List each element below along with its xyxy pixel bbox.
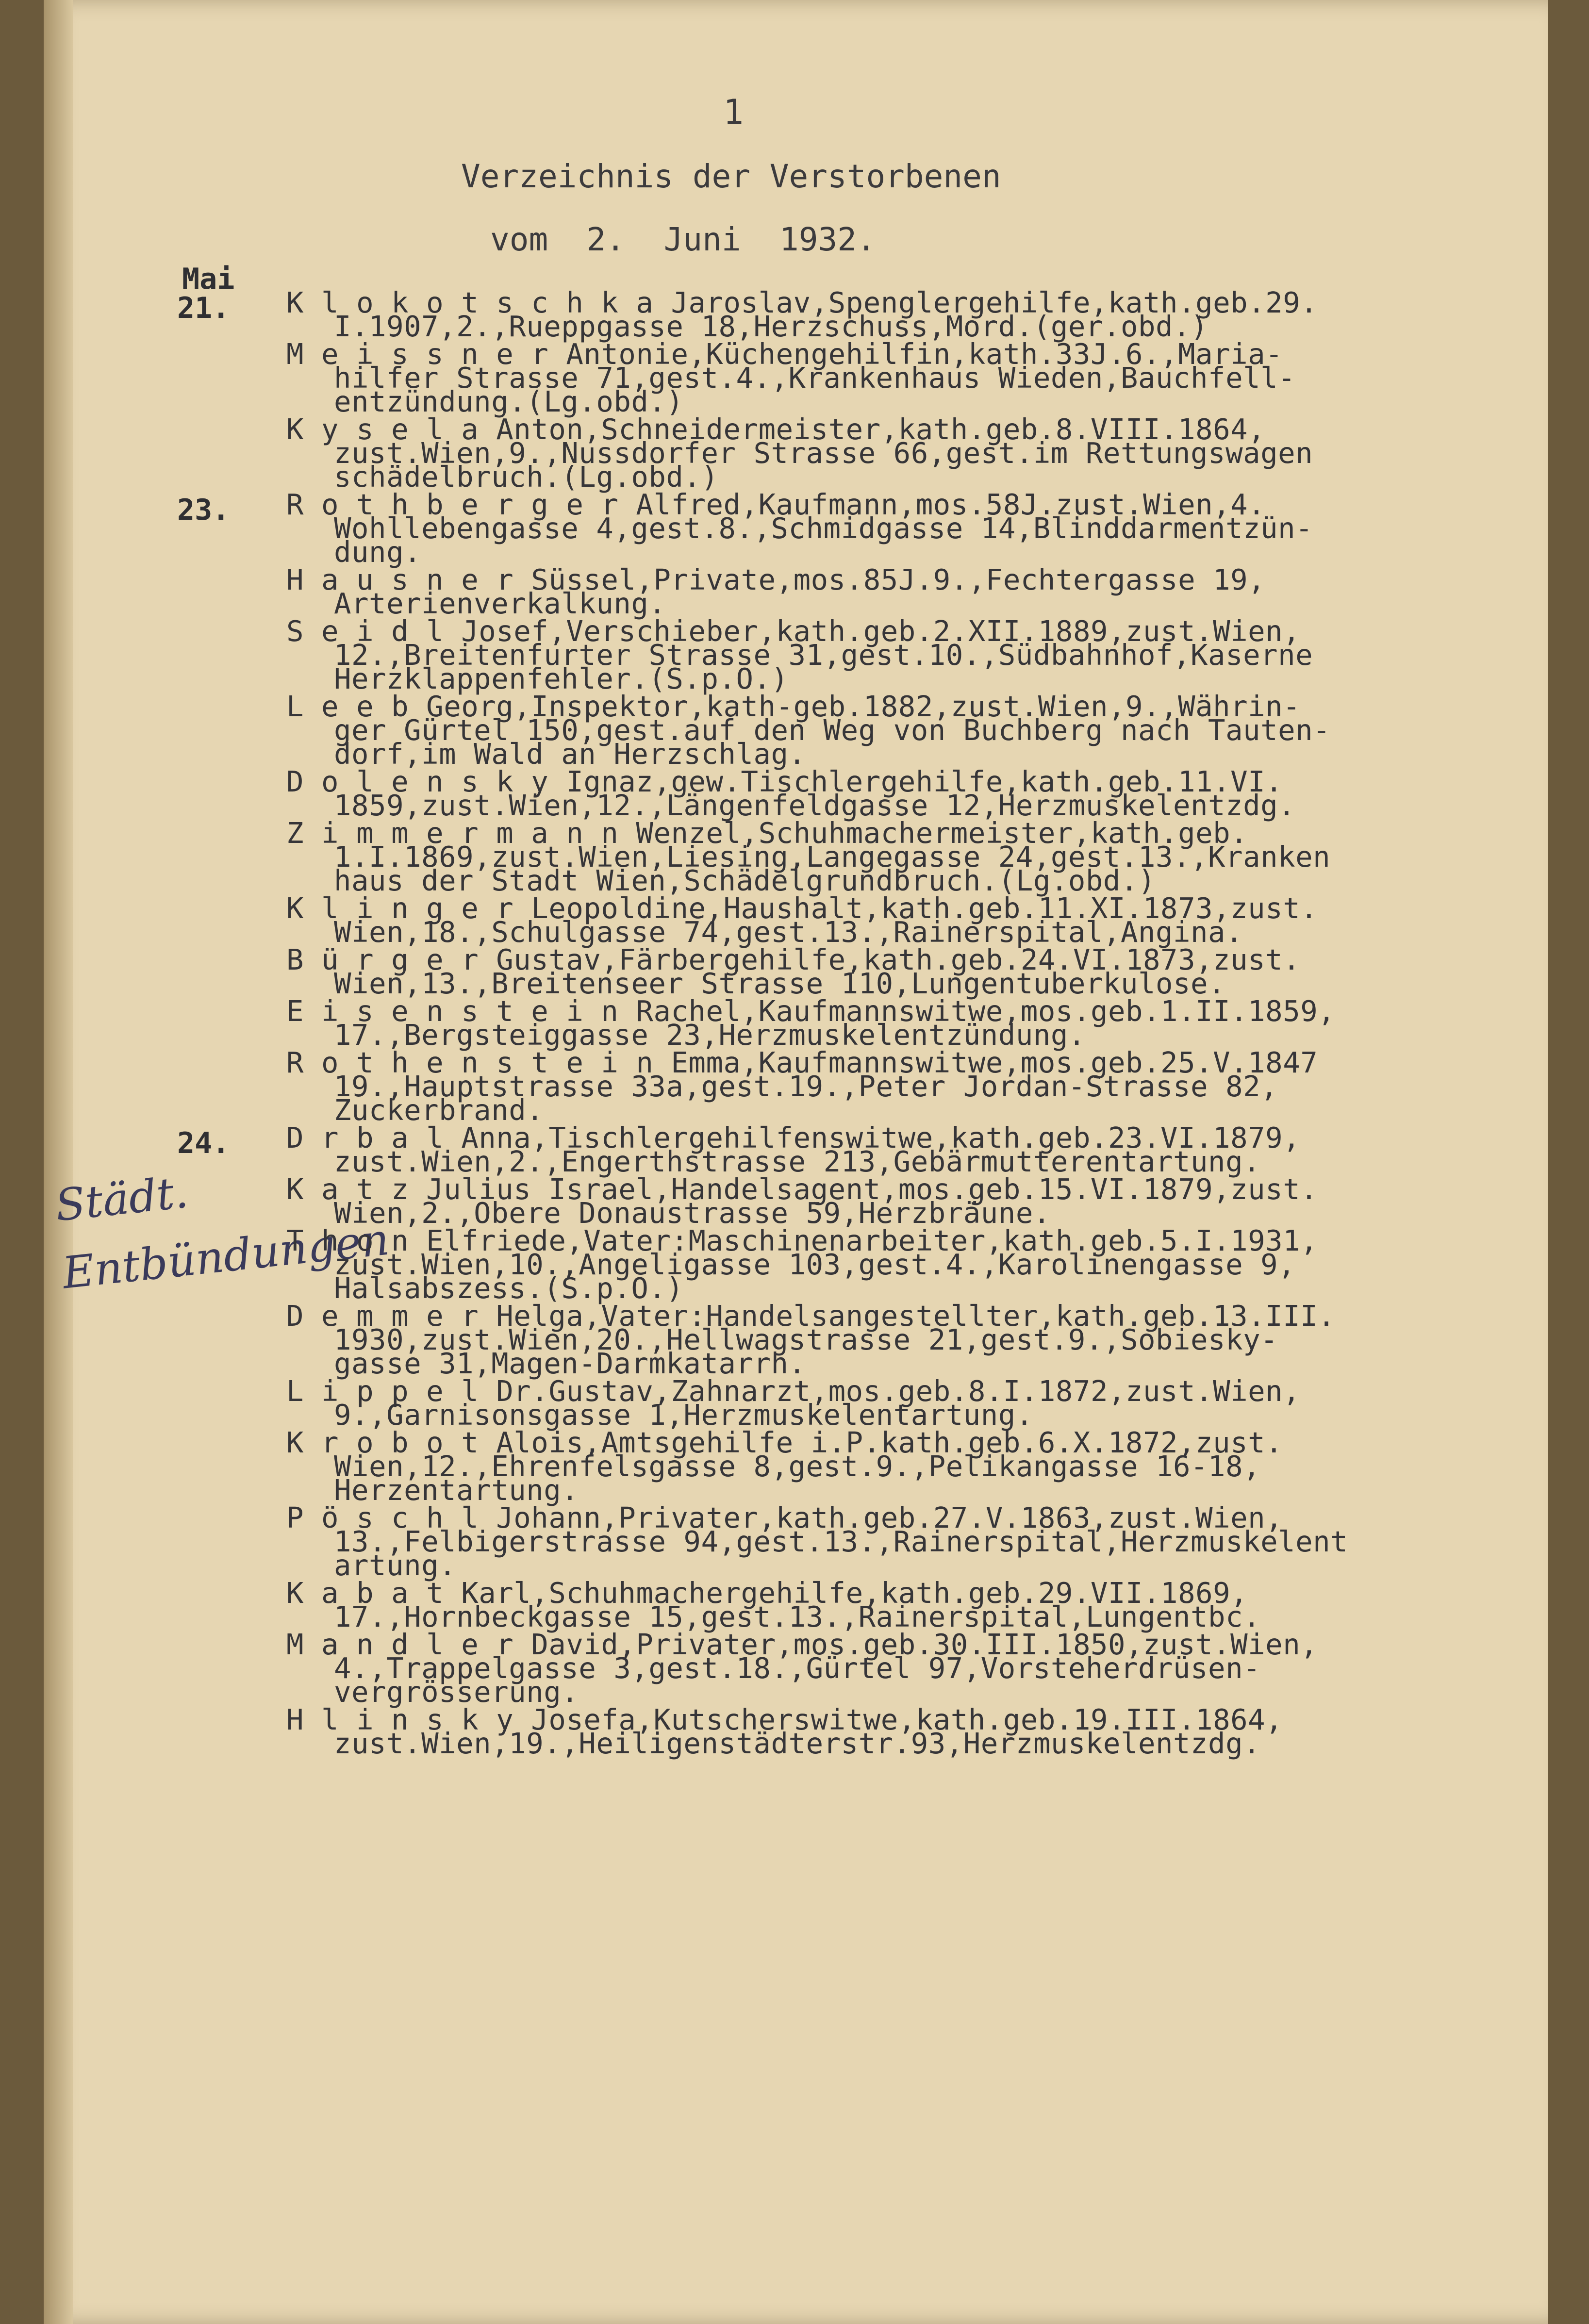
entry-continuation-line: 19.,Hauptstrasse 33a,gest.19.,Peter Jordan-Strasse 82, — [334, 1070, 1278, 1103]
entry-continuation-line: Wien,13.,Breitenseer Strasse 110,Lungentuberkulose. — [334, 967, 1226, 1000]
entry-first-line: K l o k o t s c h k a Jaroslav,Spenglergehilfe,kath.geb.29. — [286, 286, 1318, 319]
entry-continuation-line: zust.Wien,10.,Angeligasse 103,gest.4.,Karolinengasse 9, — [334, 1248, 1296, 1281]
entry-first-line: R o t h b e r g e r Alfred,Kaufmann,mos.58J.zust.Wien,4. — [286, 488, 1266, 521]
entry-first-line: K a b a t Karl,Schuhmachergehilfe,kath.geb.29.VII.1869, — [286, 1576, 1248, 1610]
entry-continuation-line: vergrösserung. — [334, 1675, 579, 1709]
entry-first-line: M e i s s n e r Antonie,Küchengehilfin,kath.33J.6.,Maria- — [286, 337, 1283, 371]
entry-first-line: R o t h e n s t e i n Emma,Kaufmannswitwe,mos.geb.25.V.1847 — [286, 1046, 1318, 1079]
entry-continuation-line: dung. — [334, 535, 422, 569]
entry-continuation-line: dorf,im Wald an Herzschlag. — [334, 737, 806, 771]
entry-day: 21. — [177, 291, 230, 325]
entry-first-line: D r b a l Anna,Tischlergehilfenswitwe,kath.geb.23.VI.1879, — [286, 1121, 1301, 1154]
page-number: 1 — [723, 92, 744, 132]
page-gutter — [44, 0, 73, 2324]
entry-continuation-line: 1.I.1869,zust.Wien,Liesing,Langegasse 24,gest.13.,Kranken — [334, 840, 1331, 874]
entry-first-line: P ö s c h l Johann,Privater,kath.geb.27.V.1863,zust.Wien, — [286, 1501, 1283, 1534]
entry-first-line: L i p p e l Dr.Gustav,Zahnarzt,mos.geb.8.I.1872,zust.Wien, — [286, 1374, 1301, 1408]
entry-continuation-line: entzündung.(Lg.obd.) — [334, 385, 684, 418]
page-subtitle: vom 2. Juni 1932. — [490, 221, 876, 258]
document-page — [44, 0, 1548, 2324]
entry-continuation-line: 12.,Breitenfurter Strasse 31,gest.10.,Südbahnhof,Kaserne — [334, 638, 1313, 672]
entry-continuation-line: zust.Wien,9.,Nussdorfer Strasse 66,gest.im Rettungswagen — [334, 436, 1313, 470]
entry-first-line: K r o b o t Alois,Amtsgehilfe i.P.kath.geb.6.X.1872,zust. — [286, 1426, 1283, 1459]
entry-continuation-line: zust.Wien,19.,Heiligenstädterstr.93,Herzmuskelentzdg. — [334, 1727, 1261, 1760]
entry-continuation-line: 9.,Garnisonsgasse 1,Herzmuskelentartung. — [334, 1398, 1033, 1432]
entry-day: 24. — [177, 1126, 230, 1160]
entry-continuation-line: Zuckerbrand. — [334, 1093, 544, 1127]
entry-first-line: K l i n g e r Leopoldine,Haushalt,kath.geb.11.XI.1873,zust. — [286, 891, 1318, 925]
entry-continuation-line: Wien,2.,Obere Donaustrasse 59,Herzbräune. — [334, 1196, 1051, 1230]
entry-continuation-line: 17.,Hornbeckgasse 15,gest.13.,Rainerspital,Lungentbc. — [334, 1600, 1261, 1633]
entry-first-line: S e i d l Josef,Verschieber,kath.geb.2.XII.1889,zust.Wien, — [286, 614, 1301, 648]
entry-continuation-line: gasse 31,Magen-Darmkatarrh. — [334, 1347, 806, 1380]
margin-note-line: Entbündungen — [60, 1214, 392, 1299]
entry-continuation-line: artung. — [334, 1549, 457, 1582]
entry-day: 23. — [177, 493, 230, 527]
entry-first-line: D o l e n s k y Ignaz,gew.Tischlergehilfe,kath.geb.11.VI. — [286, 765, 1283, 798]
entry-continuation-line: Wien,12.,Ehrenfelsgasse 8,gest.9.,Pelikangasse 16-18, — [334, 1450, 1261, 1483]
entry-continuation-line: Halsabszess.(S.p.O.) — [334, 1271, 684, 1305]
page-title: Verzeichnis der Verstorbenen — [461, 158, 1001, 195]
entry-continuation-line: 13.,Felbigerstrasse 94,gest.13.,Rainerspital,Herzmuskelent — [334, 1525, 1348, 1558]
entry-continuation-line: Arterienverkalkung. — [334, 587, 666, 620]
entry-continuation-line: I.1907,2.,Rueppgasse 18,Herzschuss,Mord.(ger.obd.) — [334, 310, 1208, 343]
entry-first-line: L e e b Georg,Inspektor,kath-geb.1882,zust.Wien,9.,Währin- — [286, 690, 1301, 723]
entry-first-line: E i s e n s t e i n Rachel,Kaufmannswitwe,mos.geb.1.II.1859, — [286, 994, 1336, 1028]
entry-continuation-line: Wohllebengasse 4,gest.8.,Schmidgasse 14,Blinddarmentzün- — [334, 511, 1313, 545]
entry-continuation-line: Herzklappenfehler.(S.p.O.) — [334, 662, 789, 695]
entry-first-line: M a n d l e r David,Privater,mos.geb.30.III.1850,zust.Wien, — [286, 1628, 1318, 1661]
entry-continuation-line: 1859,zust.Wien,12.,Längenfeldgasse 12,Herzmuskelentzdg. — [334, 789, 1296, 822]
entry-continuation-line: zust.Wien,2.,Engerthstrasse 213,Gebärmutterentartung. — [334, 1145, 1261, 1178]
entry-first-line: B ü r g e r Gustav,Färbergehilfe,kath.geb.24.VI.1873,zust. — [286, 943, 1301, 976]
entry-first-line: H l i n s k y Josefa,Kutscherswitwe,kath.geb.19.III.1864, — [286, 1703, 1283, 1736]
month-label: Mai — [182, 262, 235, 296]
entry-continuation-line: 4.,Trappelgasse 3,gest.18.,Gürtel 97,Vorsteherdrüsen- — [334, 1651, 1261, 1685]
entry-first-line: D e m m e r Helga,Vater:Handelsangestellter,kath.geb.13.III. — [286, 1299, 1336, 1333]
entry-continuation-line: hilfer Strasse 71,gest.4.,Krankenhaus Wieden,Bauchfell- — [334, 361, 1296, 395]
entry-continuation-line: haus der Stadt Wien,Schädelgrundbruch.(Lg.obd.) — [334, 864, 1156, 897]
entry-first-line: T h o n Elfriede,Vater:Maschinenarbeiter,kath.geb.5.I.1931, — [286, 1224, 1318, 1257]
entry-first-line: K y s e l a Anton,Schneidermeister,kath.geb.8.VIII.1864, — [286, 412, 1266, 446]
entry-continuation-line: Herzentartung. — [334, 1473, 579, 1507]
entry-continuation-line: Wien,18.,Schulgasse 74,gest.13.,Rainerspital,Angina. — [334, 915, 1243, 949]
entry-continuation-line: 1930,zust.Wien,20.,Hellwagstrasse 21,gest.9.,Sobiesky- — [334, 1323, 1278, 1356]
entry-continuation-line: ger Gürtel 150,gest.auf den Weg von Buchberg nach Tauten- — [334, 713, 1331, 747]
entry-first-line: Z i m m e r m a n n Wenzel,Schuhmachermeister,kath.geb. — [286, 816, 1248, 850]
entry-first-line: K a t z Julius Israel,Handelsagent,mos.geb.15.VI.1879,zust. — [286, 1172, 1318, 1206]
margin-note-line: Städt. — [52, 1167, 191, 1232]
entry-continuation-line: schädelbruch.(Lg.obd.) — [334, 460, 719, 494]
entry-continuation-line: 17.,Bergsteiggasse 23,Herzmuskelentzündung. — [334, 1018, 1086, 1052]
entry-first-line: H a u s n e r Süssel,Private,mos.85J.9.,Fechtergasse 19, — [286, 563, 1266, 596]
